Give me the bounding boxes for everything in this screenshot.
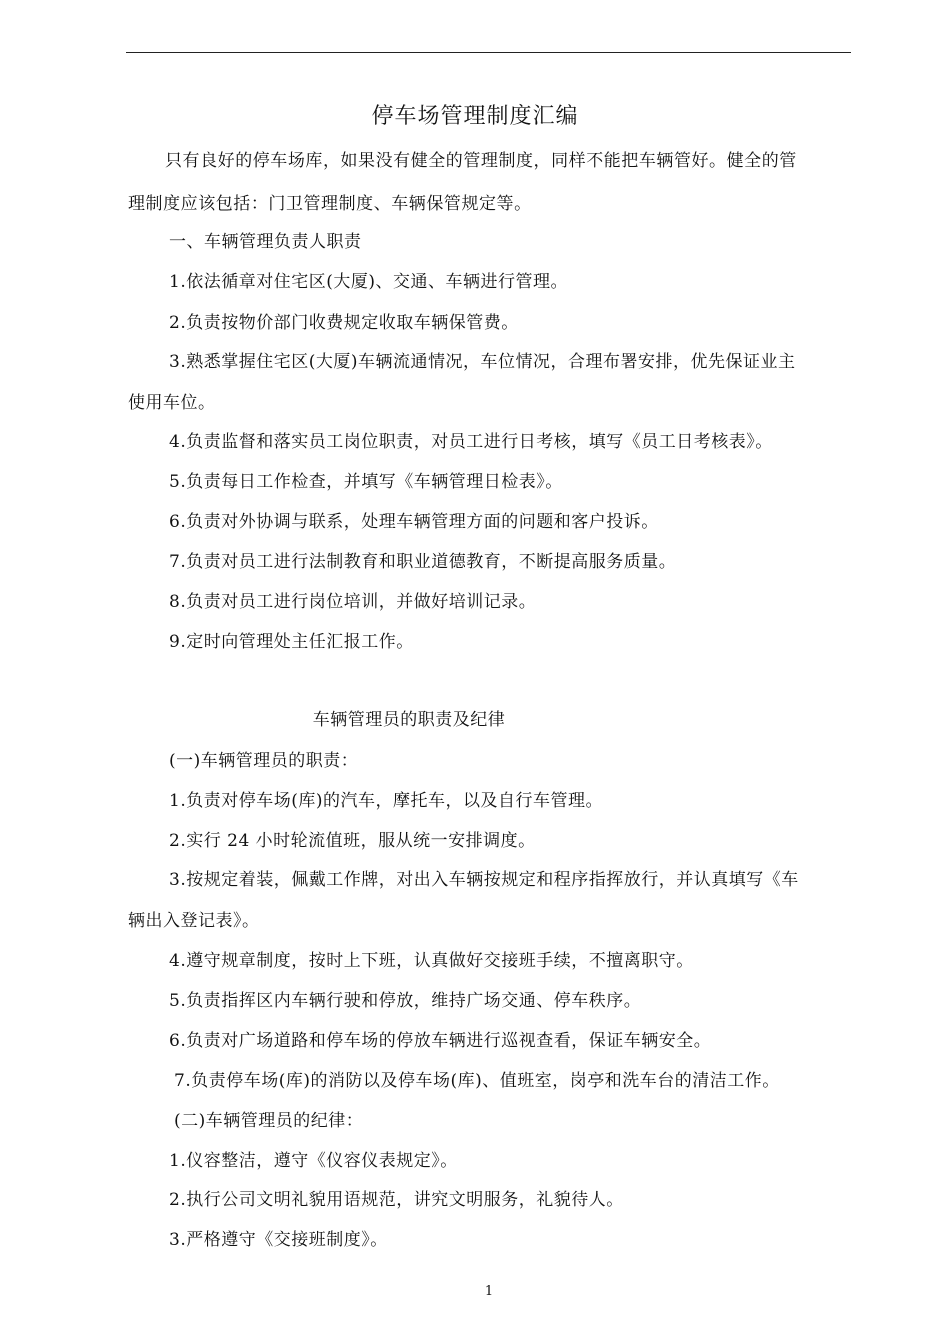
list-item: 1.依法循章对住宅区(大厦)、交通、车辆进行管理。 [169,272,568,292]
list-item: 4.遵守规章制度，按时上下班，认真做好交接班手续，不擅离职守。 [169,951,694,971]
intro-line-1: 只有良好的停车场库，如果没有健全的管理制度，同样不能把车辆管好。健全的管 [165,151,797,171]
intro-line-2: 理制度应该包括：门卫管理制度、车辆保管规定等。 [128,194,532,214]
subsection-heading-duties: (一)车辆管理员的职责： [169,751,359,771]
list-item: 6.负责对广场道路和停车场的停放车辆进行巡视查看，保证车辆安全。 [169,1031,712,1051]
list-item: 3.熟悉掌握住宅区(大厦)车辆流通情况，车位情况，合理布署安排，优先保证业主 [169,352,796,372]
subsection-heading-discipline: (二)车辆管理员的纪律： [174,1111,364,1131]
list-item: 8.负责对员工进行岗位培训，并做好培训记录。 [169,592,537,612]
list-item: 3.严格遵守《交接班制度》。 [169,1230,388,1250]
list-item: 2.负责按物价部门收费规定收取车辆保管费。 [169,313,519,333]
section-heading-duties: 一、车辆管理负责人职责 [169,232,362,252]
list-item: 6.负责对外协调与联系，处理车辆管理方面的问题和客户投诉。 [169,512,659,532]
list-item: 9.定时向管理处主任汇报工作。 [169,632,414,652]
list-item: 7.负责对员工进行法制教育和职业道德教育，不断提高服务质量。 [169,552,677,572]
list-item-continuation: 辆出入登记表》。 [128,911,260,931]
list-item: 7.负责停车场(库)的消防以及停车场(库)、值班室，岗亭和洗车台的清洁工作。 [174,1071,780,1091]
list-item: 1.仪容整洁，遵守《仪容仪表规定》。 [169,1151,458,1171]
list-item: 4.负责监督和落实员工岗位职责，对员工进行日考核，填写《员工日考核表》。 [169,432,773,452]
header-rule [126,52,851,53]
list-item: 2.实行 24 小时轮流值班，服从统一安排调度。 [169,831,536,851]
list-item: 2.执行公司文明礼貌用语规范，讲究文明服务，礼貌待人。 [169,1190,624,1210]
list-item: 5.负责指挥区内车辆行驶和停放，维持广场交通、停车秩序。 [169,991,642,1011]
list-item: 5.负责每日工作检查，并填写《车辆管理日检表》。 [169,472,563,492]
page-number: 1 [484,1284,494,1299]
list-item: 1.负责对停车场(库)的汽车，摩托车，以及自行车管理。 [169,791,603,811]
list-item: 3.按规定着装，佩戴工作牌，对出入车辆按规定和程序指挥放行，并认真填写《车 [169,870,799,890]
document-title: 停车场管理制度汇编 [371,104,579,129]
list-item-continuation: 使用车位。 [128,393,216,413]
section-heading-staff: 车辆管理员的职责及纪律 [312,710,506,730]
